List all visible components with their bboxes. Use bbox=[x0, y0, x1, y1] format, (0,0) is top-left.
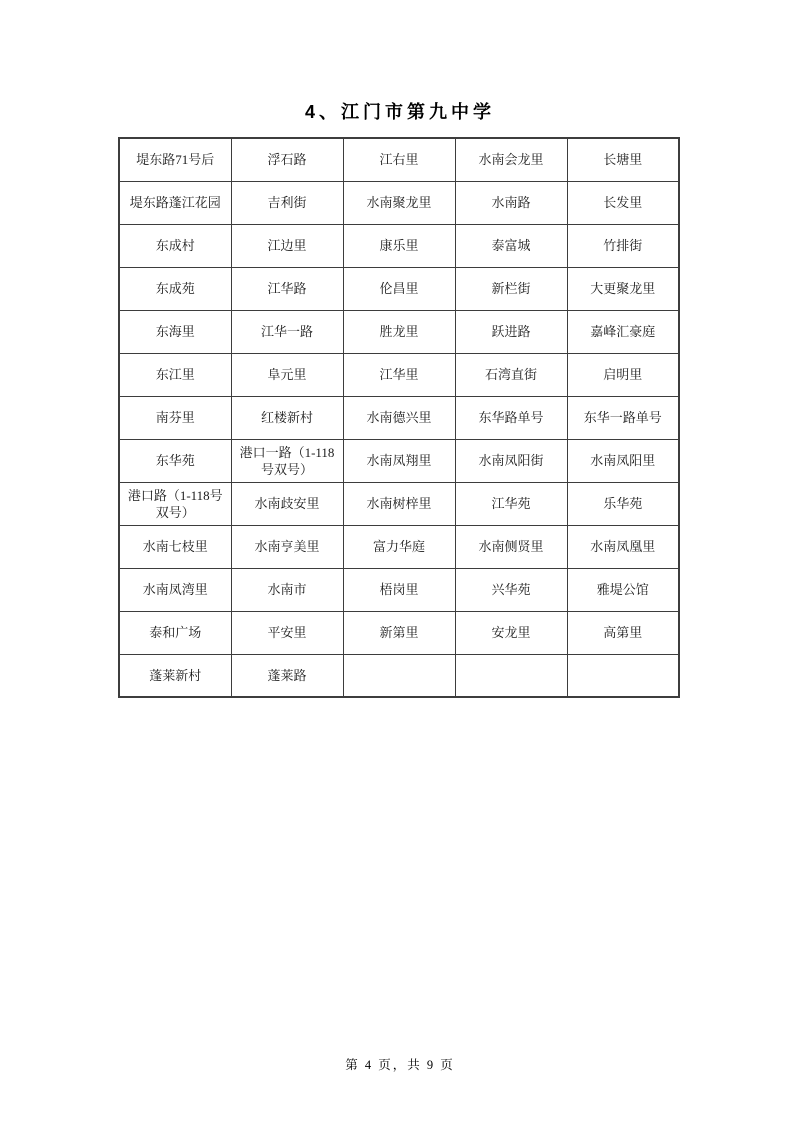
table-row bbox=[119, 138, 679, 181]
table-cell: 水南凤阳街 bbox=[455, 439, 567, 482]
table-cell: 江华路 bbox=[231, 267, 343, 310]
table-cell: 东华路单号 bbox=[455, 396, 567, 439]
table-cell: 泰富城 bbox=[455, 224, 567, 267]
table-cell: 雅堤公馆 bbox=[567, 568, 679, 611]
table-cell: 浮石路 bbox=[231, 138, 343, 181]
table-cell: 水南凤翔里 bbox=[343, 439, 455, 482]
table-cell: 新第里 bbox=[343, 611, 455, 654]
table-cell: 水南亨美里 bbox=[231, 525, 343, 568]
page-title: 4、江门市第九中学 bbox=[304, 102, 495, 122]
table-cell: 泰和广场 bbox=[119, 611, 231, 654]
table-row bbox=[119, 568, 679, 611]
table-cell: 水南凤阳里 bbox=[567, 439, 679, 482]
table-row bbox=[119, 181, 679, 224]
table-cell: 富力华庭 bbox=[343, 525, 455, 568]
table-cell: 水南歧安里 bbox=[231, 482, 343, 525]
table-cell: 江边里 bbox=[231, 224, 343, 267]
table-cell: 红楼新村 bbox=[231, 396, 343, 439]
page-number-footer: 第 4 页，共 9 页 bbox=[345, 1058, 455, 1072]
table-cell: 水南侧贤里 bbox=[455, 525, 567, 568]
table-row bbox=[119, 224, 679, 267]
table-cell: 水南凤湾里 bbox=[119, 568, 231, 611]
table-cell: 跃进路 bbox=[455, 310, 567, 353]
table-cell: 东成村 bbox=[119, 224, 231, 267]
table-cell: 康乐里 bbox=[343, 224, 455, 267]
table-row bbox=[119, 353, 679, 396]
table-row bbox=[119, 525, 679, 568]
table-cell: 水南路 bbox=[455, 181, 567, 224]
table-cell: 梧岗里 bbox=[343, 568, 455, 611]
table-cell: 新栏街 bbox=[455, 267, 567, 310]
table-cell bbox=[567, 654, 679, 697]
table-cell: 水南七枝里 bbox=[119, 525, 231, 568]
table-cell: 江华里 bbox=[343, 353, 455, 396]
table-cell: 港口一路（1-118号双号） bbox=[231, 439, 343, 482]
table-cell: 竹排街 bbox=[567, 224, 679, 267]
table-cell: 蓬莱新村 bbox=[119, 654, 231, 697]
table-cell: 大更聚龙里 bbox=[567, 267, 679, 310]
table-cell: 石湾直街 bbox=[455, 353, 567, 396]
table-row bbox=[119, 267, 679, 310]
table-cell: 平安里 bbox=[231, 611, 343, 654]
table-row bbox=[119, 482, 679, 525]
table-cell: 水南凤凰里 bbox=[567, 525, 679, 568]
table-cell: 东华苑 bbox=[119, 439, 231, 482]
table-cell: 水南市 bbox=[231, 568, 343, 611]
table-cell: 蓬莱路 bbox=[231, 654, 343, 697]
table-row bbox=[119, 654, 679, 697]
table-cell: 高第里 bbox=[567, 611, 679, 654]
table-cell: 江右里 bbox=[343, 138, 455, 181]
table-row bbox=[119, 439, 679, 482]
address-table-body bbox=[119, 138, 679, 697]
table-cell: 南芬里 bbox=[119, 396, 231, 439]
table-cell: 兴华苑 bbox=[455, 568, 567, 611]
table-cell: 港口路（1-118号双号） bbox=[119, 482, 231, 525]
table-cell: 启明里 bbox=[567, 353, 679, 396]
table-cell: 吉利街 bbox=[231, 181, 343, 224]
table-cell: 江华苑 bbox=[455, 482, 567, 525]
table-cell bbox=[455, 654, 567, 697]
address-table bbox=[118, 137, 680, 698]
table-row bbox=[119, 396, 679, 439]
table-cell: 东江里 bbox=[119, 353, 231, 396]
table-row bbox=[119, 310, 679, 353]
table-cell: 水南树梓里 bbox=[343, 482, 455, 525]
table-cell: 长发里 bbox=[567, 181, 679, 224]
table-cell: 水南会龙里 bbox=[455, 138, 567, 181]
table-cell: 水南德兴里 bbox=[343, 396, 455, 439]
table-cell: 阜元里 bbox=[231, 353, 343, 396]
table-cell: 东华一路单号 bbox=[567, 396, 679, 439]
table-cell: 堤东路蓬江花园 bbox=[119, 181, 231, 224]
table-cell: 胜龙里 bbox=[343, 310, 455, 353]
table-cell: 东海里 bbox=[119, 310, 231, 353]
table-row bbox=[119, 611, 679, 654]
table-cell: 乐华苑 bbox=[567, 482, 679, 525]
table-cell: 长塘里 bbox=[567, 138, 679, 181]
table-cell: 水南聚龙里 bbox=[343, 181, 455, 224]
table-cell: 堤东路71号后 bbox=[119, 138, 231, 181]
table-cell: 东成苑 bbox=[119, 267, 231, 310]
table-cell: 安龙里 bbox=[455, 611, 567, 654]
table-cell: 嘉峰汇豪庭 bbox=[567, 310, 679, 353]
table-cell: 江华一路 bbox=[231, 310, 343, 353]
table-cell: 伦昌里 bbox=[343, 267, 455, 310]
table-cell bbox=[343, 654, 455, 697]
